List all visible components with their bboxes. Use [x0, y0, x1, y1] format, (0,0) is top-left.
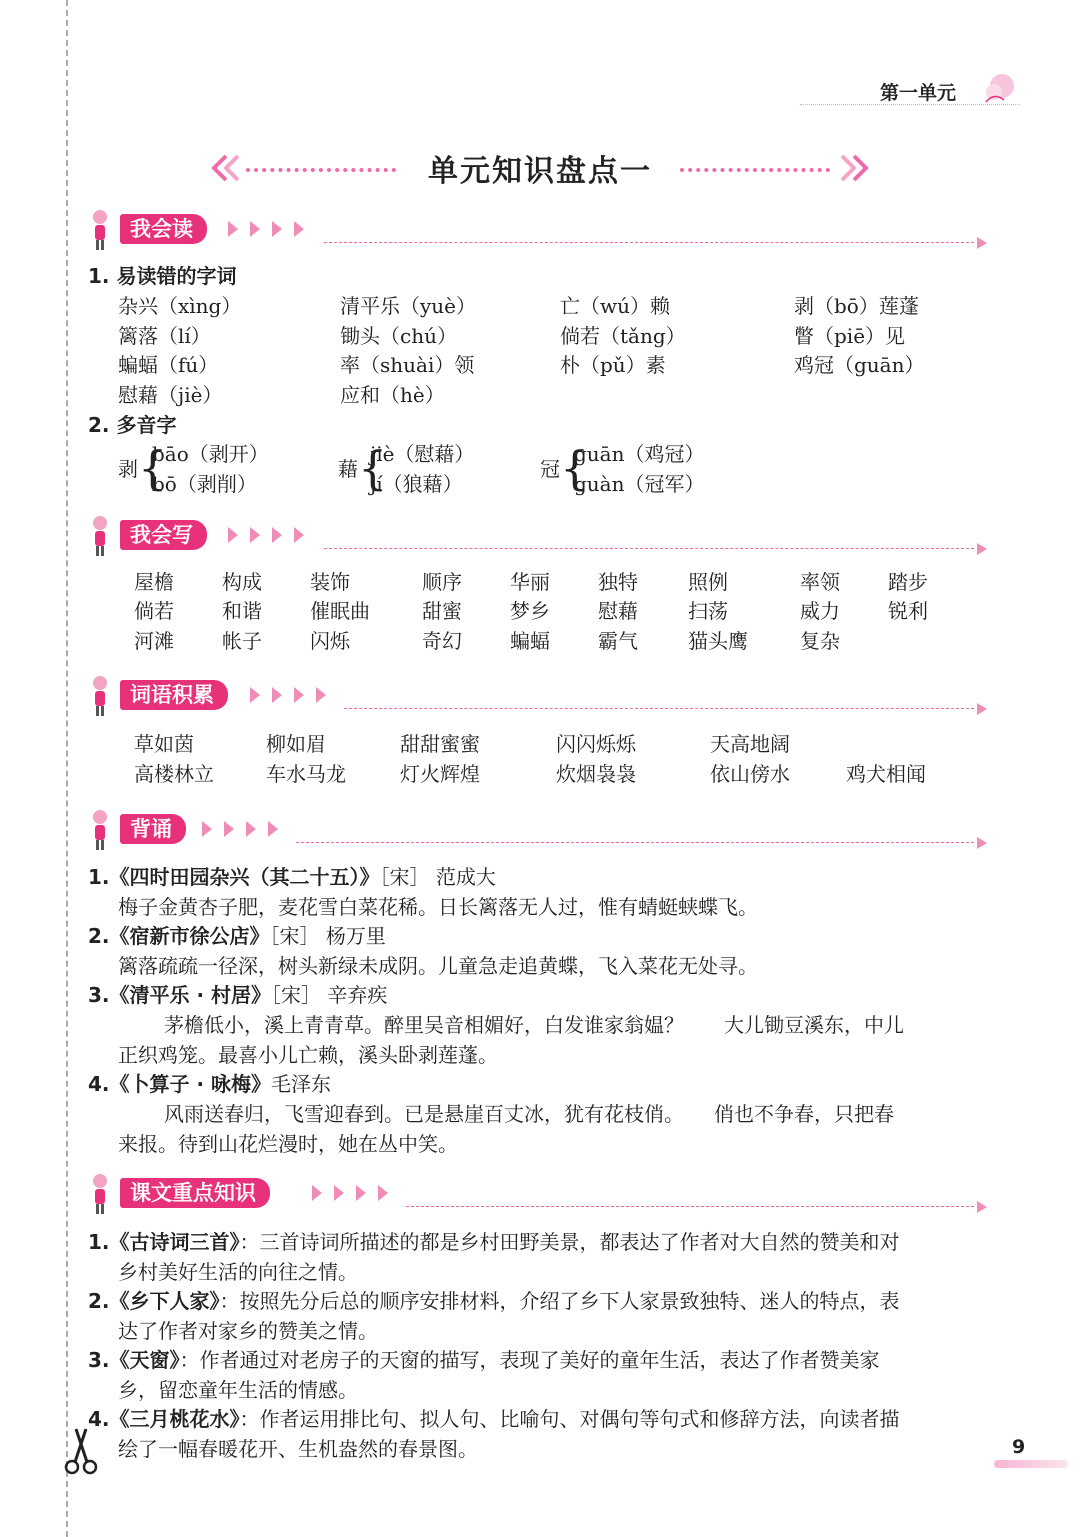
key-title: 《乡下人家》 [109, 1289, 220, 1313]
brace-icon: { [358, 441, 388, 495]
key-title: 《三月桃花水》 [109, 1407, 240, 1431]
read-item: 清平乐（yuè） [340, 294, 477, 318]
read-item: 慰藉（jiè） [118, 383, 223, 407]
write-word: 照例 [688, 570, 728, 594]
read-sub1: 1. 易读错的字词 [88, 264, 237, 288]
poly-reading: jí（狼藉） [370, 472, 463, 496]
section-write-header [88, 514, 988, 560]
write-word: 率领 [800, 570, 840, 594]
read-item: 篱落（lí） [118, 324, 211, 348]
section-key-header [88, 1172, 988, 1218]
section-words-label: 词语积累 [120, 680, 228, 710]
kid-icon [88, 208, 114, 252]
read-item: 朴（pǔ）素 [560, 353, 666, 377]
unit-header: 第一单元 [880, 82, 957, 104]
write-word: 独特 [598, 570, 638, 594]
write-word: 甜蜜 [422, 599, 462, 623]
arrow-end-icon [976, 1200, 988, 1214]
poly-char: 藉 [338, 457, 358, 481]
key-item: 1.《古诗词三首》：三首诗词所描述的都是乡村田野美景，都表达了作者对大自然的赞美和对 [88, 1230, 900, 1254]
section-divider [324, 548, 974, 549]
kid-icon [88, 674, 114, 718]
poly-char: 剥 [118, 457, 138, 481]
kid-icon [88, 1172, 114, 1216]
title-dots-right [680, 168, 830, 172]
idiom: 车水马龙 [266, 762, 346, 786]
poem-author: ［宋］ 杨万里 [269, 924, 386, 948]
section-divider [324, 242, 974, 243]
read-item: 蝙蝠（fú） [118, 353, 219, 377]
key-item: 3.《天窗》：作者通过对老房子的天窗的描写，表现了美好的童年生活，表达了作者赞美家 [88, 1348, 880, 1372]
idiom: 鸡犬相闻 [846, 762, 926, 786]
write-word: 催眠曲 [310, 599, 370, 623]
section-key-label: 课文重点知识 [120, 1178, 270, 1208]
arrows-deco-icon [200, 816, 290, 842]
page-title: 单元知识盘点一 [428, 154, 652, 189]
poem-author: 毛泽东 [271, 1072, 332, 1096]
idiom: 高楼林立 [134, 762, 214, 786]
read-item: 倘若（tǎng） [560, 324, 686, 348]
poem-title: 《清平乐 · 村居》 [109, 983, 272, 1007]
poem-title: 《宿新市徐公店》 [109, 924, 270, 948]
write-word: 蝙蝠 [510, 629, 550, 653]
poem-heading: 3.《清平乐 · 村居》［宋］ 辛弃疾 [88, 983, 388, 1007]
write-word: 慰藉 [598, 599, 638, 623]
arrow-end-icon [976, 236, 988, 250]
poem-author: ［宋］ 范成大 [379, 865, 496, 889]
poem-heading: 2.《宿新市徐公店》［宋］ 杨万里 [88, 924, 386, 948]
write-word: 扫荡 [688, 599, 728, 623]
read-sub2: 2. 多音字 [88, 413, 177, 437]
read-item: 率（shuài）领 [340, 353, 475, 377]
idiom: 依山傍水 [710, 762, 790, 786]
arrow-end-icon [976, 836, 988, 850]
poem-line: 梅子金黄杏子肥，麦花雪白菜花稀。日长篱落无人过，惟有蜻蜓蛱蝶飞。 [118, 895, 758, 919]
section-recite-header [88, 808, 988, 854]
write-word: 河滩 [134, 629, 174, 653]
write-word: 霸气 [598, 629, 638, 653]
section-read-header [88, 208, 988, 254]
write-word: 华丽 [510, 570, 550, 594]
poly-reading: guàn（冠军） [574, 472, 705, 496]
section-words-header [88, 674, 988, 720]
section-recite-label: 背诵 [120, 814, 186, 844]
arrows-deco-icon [226, 522, 316, 548]
scissors-icon [62, 1425, 102, 1477]
key-item: 4.《三月桃花水》：作者运用排比句、拟人句、比喻句、对偶句等句式和修辞方法，向读者描 [88, 1407, 900, 1431]
write-word: 锐利 [888, 599, 928, 623]
brace-icon: { [138, 441, 168, 495]
section-divider [406, 1206, 974, 1207]
write-word: 奇幻 [422, 629, 462, 653]
poem-line: 正织鸡笼。最喜小儿亡赖，溪头卧剥莲蓬。 [118, 1043, 498, 1067]
key-title: 《天窗》 [109, 1348, 180, 1372]
key-title: 《古诗词三首》 [109, 1230, 240, 1254]
arrows-deco-icon [226, 216, 316, 242]
write-word: 构成 [222, 570, 262, 594]
poem-line: 茅檐低小，溪上青青草。醉里吴音相媚好，白发谁家翁媪？ 大儿锄豆溪东，中儿 [164, 1013, 904, 1037]
poem-title: 《卜算子 · 咏梅》 [109, 1072, 272, 1096]
read-item: 应和（hè） [340, 383, 445, 407]
key-line: 乡，留恋童年生活的情感。 [118, 1378, 358, 1402]
read-item: 锄头（chú） [340, 324, 457, 348]
idiom: 甜甜蜜蜜 [400, 732, 480, 756]
poem-heading: 1.《四时田园杂兴（其二十五）》［宋］ 范成大 [88, 865, 496, 889]
kid-icon [88, 514, 114, 558]
write-word: 顺序 [422, 570, 462, 594]
key-line: 达了作者对家乡的赞美之情。 [118, 1319, 378, 1343]
page-title-banner [210, 146, 870, 190]
key-line: 绘了一幅春暖花开、生机盎然的春景图。 [118, 1437, 478, 1461]
header-divider [800, 104, 1020, 105]
idiom: 灯火辉煌 [400, 762, 480, 786]
section-divider [344, 708, 974, 709]
write-word: 闪烁 [310, 629, 350, 653]
read-item: 剥（bō）莲蓬 [794, 294, 919, 318]
read-item: 鸡冠（guān） [794, 353, 925, 377]
poem-title: 《四时田园杂兴（其二十五）》 [109, 865, 380, 889]
idiom: 天高地阔 [710, 732, 790, 756]
poly-char: 冠 [540, 457, 560, 481]
section-write-label: 我会写 [120, 520, 207, 550]
idiom: 闪闪烁烁 [556, 732, 636, 756]
arrow-end-icon [976, 702, 988, 716]
read-item: 杂兴（xìng） [118, 294, 242, 318]
write-word: 梦乡 [510, 599, 550, 623]
poly-reading: jiè（慰藉） [370, 442, 475, 466]
write-word: 帐子 [222, 629, 262, 653]
arrows-deco-icon [310, 1180, 400, 1206]
kid-icon [88, 808, 114, 852]
page-number: 9 [1012, 1436, 1026, 1458]
cut-line [66, 0, 68, 1537]
write-word: 屋檐 [134, 570, 174, 594]
write-word: 威力 [800, 599, 840, 623]
double-chevron-right-icon [838, 154, 870, 182]
write-word: 猫头鹰 [688, 629, 748, 653]
read-item: 瞥（piē）见 [794, 324, 906, 348]
idiom: 炊烟袅袅 [556, 762, 636, 786]
write-word: 和谐 [222, 599, 262, 623]
idiom: 柳如眉 [266, 732, 326, 756]
key-line: 乡村美好生活的向往之情。 [118, 1260, 358, 1284]
write-word: 踏步 [888, 570, 928, 594]
poly-reading: bō（剥削） [152, 472, 257, 496]
write-word: 复杂 [800, 629, 840, 653]
poly-reading: guān（鸡冠） [574, 442, 705, 466]
write-word: 倘若 [134, 599, 174, 623]
arrow-end-icon [976, 542, 988, 556]
page-number-bar [994, 1460, 1068, 1468]
poem-heading: 4.《卜算子 · 咏梅》毛泽东 [88, 1072, 332, 1096]
brace-icon: { [560, 441, 590, 495]
poem-line: 风雨送春归，飞雪迎春到。已是悬崖百丈冰，犹有花枝俏。 俏也不争春，只把春 [164, 1102, 894, 1126]
write-word: 装饰 [310, 570, 350, 594]
poly-reading: bāo（剥开） [152, 442, 269, 466]
idiom: 草如茵 [134, 732, 194, 756]
read-item: 亡（wú）赖 [560, 294, 670, 318]
section-read-label: 我会读 [120, 214, 207, 244]
arrows-deco-icon [248, 682, 338, 708]
poem-author: ［宋］ 辛弃疾 [271, 983, 388, 1007]
poem-line: 篱落疏疏一径深，树头新绿未成阴。儿童急走追黄蝶，飞入菜花无处寻。 [118, 954, 758, 978]
poem-line: 来报。待到山花烂漫时，她在丛中笑。 [118, 1132, 458, 1156]
section-divider [296, 842, 974, 843]
key-item: 2.《乡下人家》：按照先分后总的顺序安排材料，介绍了乡下人家景致独特、迷人的特点，表 [88, 1289, 900, 1313]
